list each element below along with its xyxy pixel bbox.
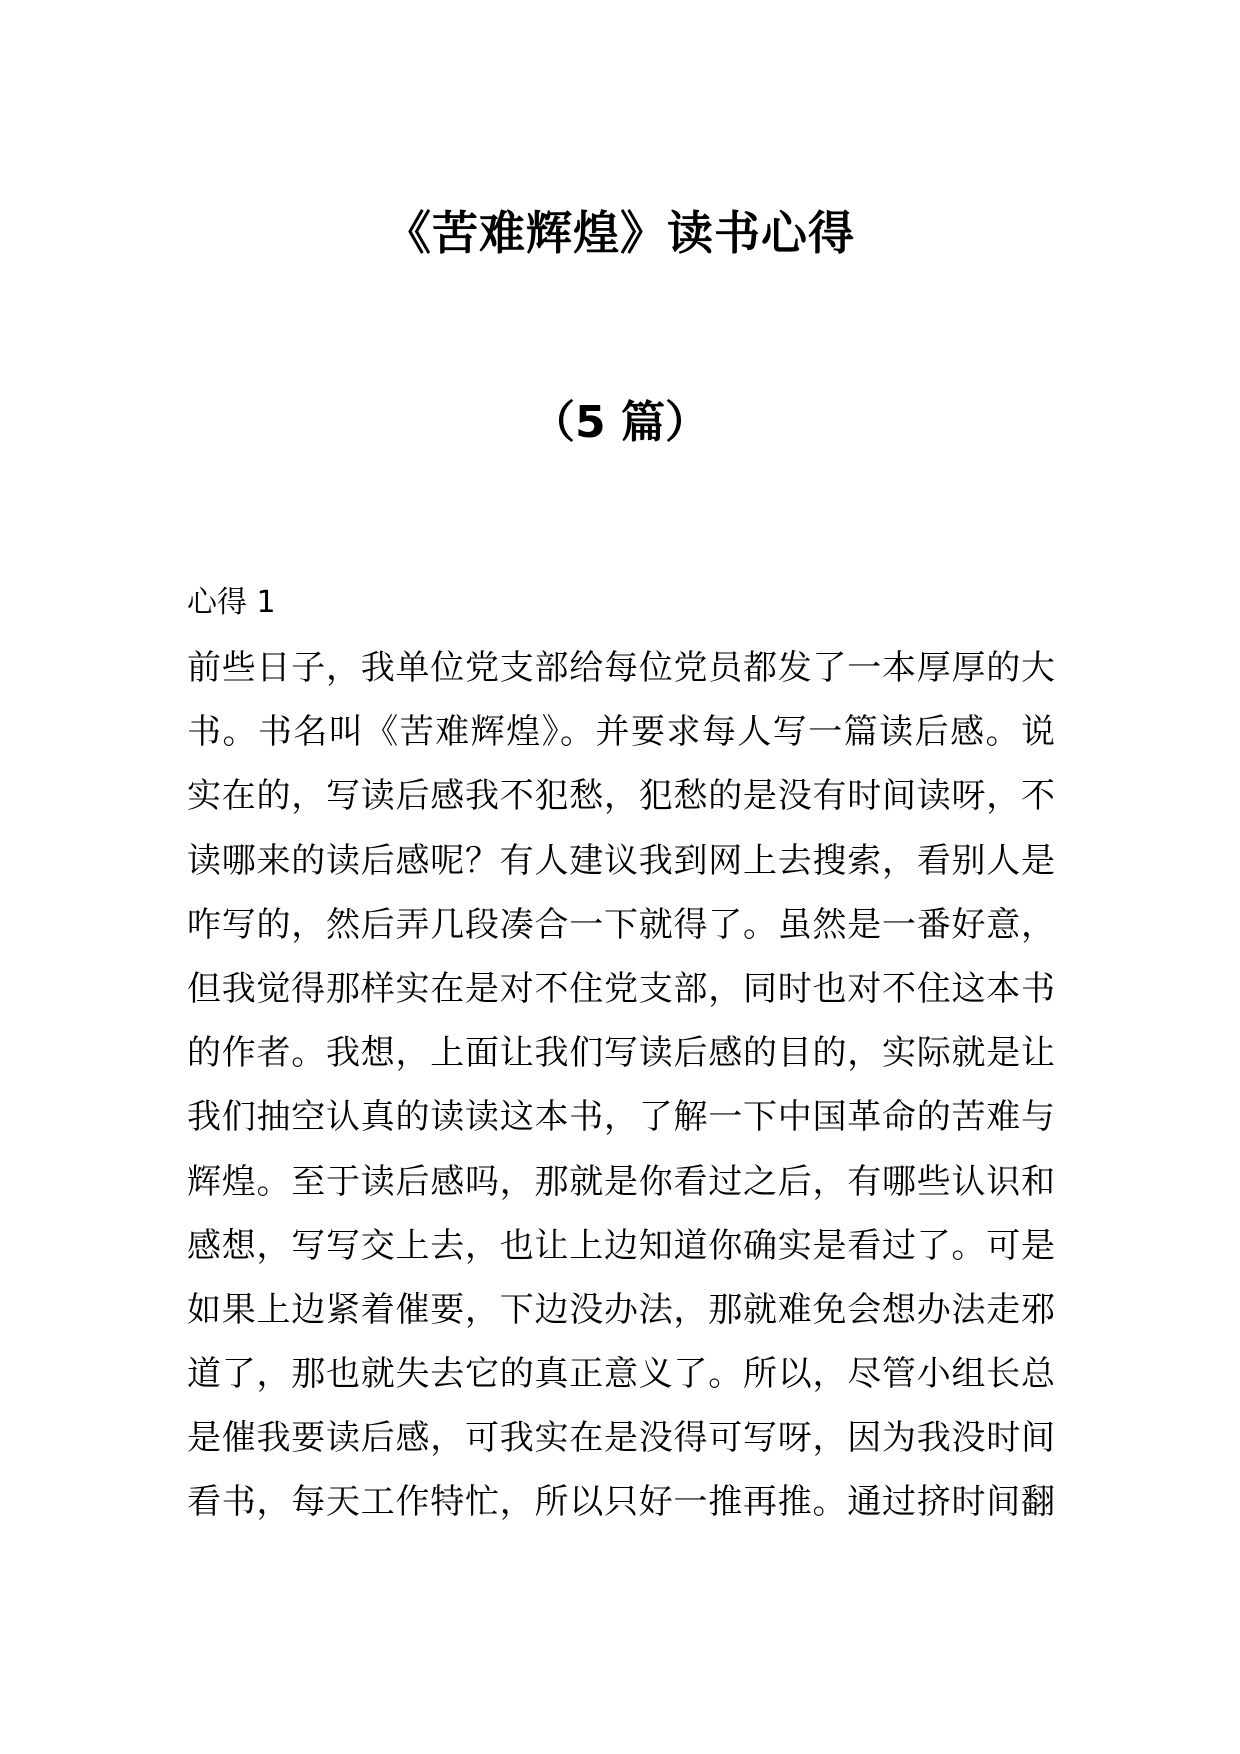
body-paragraph (187, 636, 1055, 1535)
text-line: 咋写的，然后弄几段凑合一下就得了。虽然是一番好意， (187, 904, 1055, 945)
text-line: 我们抽空认真的读读这本书，了解一下中国革命的苦难与 (187, 1097, 1055, 1138)
text-line: 如果上边紧着催要，下边没办法，那就难免会想办法走邪 (187, 1289, 1055, 1330)
text-line: 辉煌。至于读后感吗，那就是你看过之后，有哪些认识和 (187, 1161, 1055, 1202)
text-line: 但我觉得那样实在是对不住党支部，同时也对不住这本书 (187, 968, 1055, 1009)
document-subtitle: （5 篇） (531, 397, 709, 448)
text-line: 感想，写写交上去，也让上边知道你确实是看过了。可是 (187, 1225, 1055, 1266)
text-line: 前些日子，我单位党支部给每位党员都发了一本厚厚的大 (187, 648, 1055, 688)
text-line: 看书，每天工作特忙，所以只好一推再推。通过挤时间翻 (187, 1482, 1055, 1523)
text-line: 实在的，写读后感我不犯愁，犯愁的是没有时间读呀，不 (187, 776, 1055, 817)
text-line: 的作者。我想，上面让我们写读后感的目的，实际就是让 (187, 1033, 1055, 1074)
section-heading: 心得 1 (187, 585, 276, 620)
document-title: 《苦难辉煌》读书心得 (385, 206, 855, 260)
text-line: 道了，那也就失去它的真正意义了。所以，尽管小组长总 (187, 1354, 1055, 1395)
text-line: 读哪来的读后感呢？有人建议我到网上去搜索，看别人是 (187, 840, 1055, 881)
text-line: 是催我要读后感，可我实在是没得可写呀，因为我没时间 (187, 1418, 1055, 1459)
text-line: 书。书名叫《苦难辉煌》。并要求每人写一篇读后感。说 (187, 712, 1055, 753)
